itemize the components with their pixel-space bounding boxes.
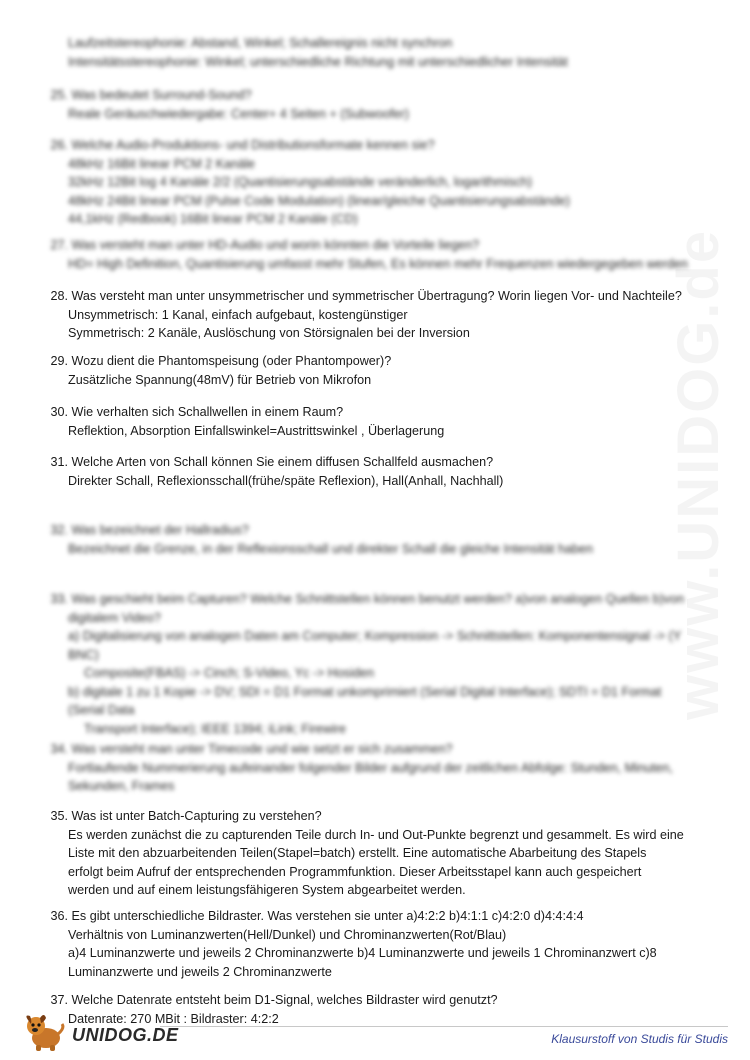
question-text: 29. Wozu dient die Phantomspeisung (oder Phantompower)? (44, 352, 744, 371)
question-text: 26. Welche Audio-Produktions- und Distributionsformate kennen sie? (50, 138, 435, 152)
answer-line: erfolgt beim Aufruf der entsprechenden Programmfunktion. Dieser Arbeitsstapel kann auch gespeichert (68, 864, 642, 879)
question-text: 34. Was versteht man unter Timecode und wie setzt er sich zusammen? (50, 742, 453, 756)
answer-line: Datenrate: 270 MBit : Bildraster: 4:2:2 (68, 1011, 279, 1026)
answer-line: 32kHz 12Bit log 4 Kanäle 2/2 (Quantisierungsabstände veränderlich, logarithmisch) (68, 175, 533, 189)
question-text: 27. Was versteht man unter HD-Audio und worin könnten die Vorteile liegen? (50, 238, 480, 252)
question-number: 36. (50, 909, 68, 923)
question-text: 28. Was versteht man unter unsymmetrischer und symmetrischer Übertragung? Worin liegen Vor- und Nachteile? (44, 287, 744, 306)
question-32 (44, 521, 744, 558)
answer-line: Direkter Schall, Reflexionsschall(frühe/späte Reflexion), Hall(Anhall, Nachhall) (68, 473, 504, 488)
answer-line: (Serial Data (68, 703, 135, 717)
answer-line: HD= High Definition, Quantisierung umfasst mehr Stufen, Es können mehr Frequenzen wiedergegeben werden (68, 256, 688, 271)
question-31 (44, 453, 744, 490)
question-text: 30. Wie verhalten sich Schallwellen in einem Raum? (44, 403, 744, 422)
answer-line: a) Digitalisierung von analogen Daten am Computer; Kompression -> Schnittstellen: Komponentensignal -> (Y (68, 629, 682, 643)
answer-line: Composite(FBAS) -> Cinch; S-Video, Yc -> Hosiden (84, 666, 375, 680)
question-text: 25. Was bedeutet Surround-Sound? (50, 88, 252, 102)
question-text: 36. Es gibt unterschiedliche Bildraster. Was verstehen sie unter a)4:2:2 b)4:1:1 c)4:2:0 d)4:4:4:4 (44, 907, 744, 926)
question-30 (44, 403, 744, 440)
answer-line: Fortlaufende Nummerierung aufeinander folgender Bilder aufgrund der zeitlichen Abfolge: Stunden, Minuten, (68, 760, 673, 775)
question-number: 30. (50, 405, 68, 419)
question-text: 33. Was geschieht beim Capturen? Welche Schnittstellen können benutzt werden? a)von analogen Quellen b)von (50, 592, 685, 606)
answer-line: a)4 Luminanzwerte und jeweils 2 Chrominanzwerte b)4 Luminanzwerte und jeweils 1 Chrominanzwert c)8 (68, 946, 657, 960)
question-35 (44, 807, 744, 900)
question-text: 31. Welche Arten von Schall können Sie einem diffusen Schallfeld ausmachen? (44, 453, 744, 472)
footer-divider (160, 1026, 728, 1027)
answer-line: Reale Geräuschwiedergabe: Center+ 4 Seiten + (Subwoofer) (68, 106, 409, 121)
question-text: 32. Was bezeichnet der Hallradius? (50, 523, 249, 537)
answer-line: BNC) (68, 647, 99, 662)
blurred-line: Laufzeitstereophonie: Abstand, Winkel; Schallereignis nicht synchron (68, 36, 453, 50)
footer-tagline: Klausurstoff von Studis für Studis (551, 1032, 728, 1046)
answer-line: Unsymmetrisch: 1 Kanal, einfach aufgebaut, kostengünstiger (68, 307, 408, 322)
answer-line: 48kHz 24Bit linear PCM (Pulse Code Modulation) (linear/gleiche Quantisierungsabstände) (68, 193, 570, 208)
blurred-line: Intensitätsstereophonie: Winkel; unterschiedliche Richtung mit unterschiedlicher Intensität (68, 54, 568, 69)
question-text-cont: digitalem Video? (68, 610, 161, 625)
question-34 (44, 740, 744, 796)
logo-text: UNIDOG.DE (72, 1025, 179, 1045)
question-number: 28. (50, 289, 68, 303)
answer-line: Es werden zunächst die zu capturenden Teile durch In- und Out-Punkte begrenzt und gesammelt. Es wird eine (68, 827, 684, 842)
answer-line: Bezeichnet die Grenze, in der Reflexionsschall und direkter Schall die gleiche Intensität haben (68, 541, 594, 556)
question-27 (44, 236, 744, 273)
blurred-top-lines (44, 34, 744, 71)
answer-line: b) digitale 1 zu 1 Kopie -> DV; SDI = D1 Format unkomprimiert (Serial Digital Interface); SDTI = D1 Format (68, 684, 662, 699)
answer-line: Reflektion, Absorption Einfallswinkel=Austrittswinkel , Überlagerung (68, 423, 445, 438)
question-26 (44, 136, 744, 229)
answer-line: Symmetrisch: 2 Kanäle, Auslöschung von Störsignalen bei der Inversion (68, 326, 470, 340)
unidog-logo[interactable] (22, 1012, 179, 1052)
question-28 (44, 287, 744, 343)
question-number: 31. (50, 455, 68, 469)
answer-line: Transport Interface); IEEE 1394; iLink; Firewire (84, 721, 347, 736)
question-36 (44, 907, 744, 981)
answer-line: Luminanzwerte und jeweils 2 Chrominanzwerte (68, 964, 332, 979)
answer-line: 44,1kHz (Redbook) 16Bit linear PCM 2 Kanäle (CD) (68, 212, 358, 226)
answer-line: Liste mit den abzuarbeitenden Teilen(Stapel=batch) erstellt. Eine automatische Abarbeitung des Stapels (68, 846, 647, 860)
question-29 (44, 352, 744, 389)
answer-line: werden und auf einem leistungsfähigeren System abgearbeitet werden. (68, 883, 466, 897)
question-number: 37. (50, 993, 68, 1007)
answer-line: Zusätzliche Spannung(48mV) für Betrieb von Mikrofon (68, 372, 372, 387)
dog-icon (22, 1012, 66, 1052)
question-number: 35. (50, 809, 68, 823)
answer-line: Sekunden, Frames (68, 779, 175, 793)
question-text: 37. Welche Datenrate entsteht beim D1-Signal, welches Bildraster wird genutzt? (44, 991, 744, 1010)
question-text: 35. Was ist unter Batch-Capturing zu verstehen? (44, 807, 744, 826)
answer-line: Verhältnis von Luminanzwerten(Hell/Dunkel) und Chrominanzwerten(Rot/Blau) (68, 927, 507, 942)
question-number: 29. (50, 354, 68, 368)
question-33 (44, 590, 744, 738)
question-25 (44, 86, 744, 123)
answer-line: 48kHz 16Bit linear PCM 2 Kanäle (68, 156, 255, 171)
